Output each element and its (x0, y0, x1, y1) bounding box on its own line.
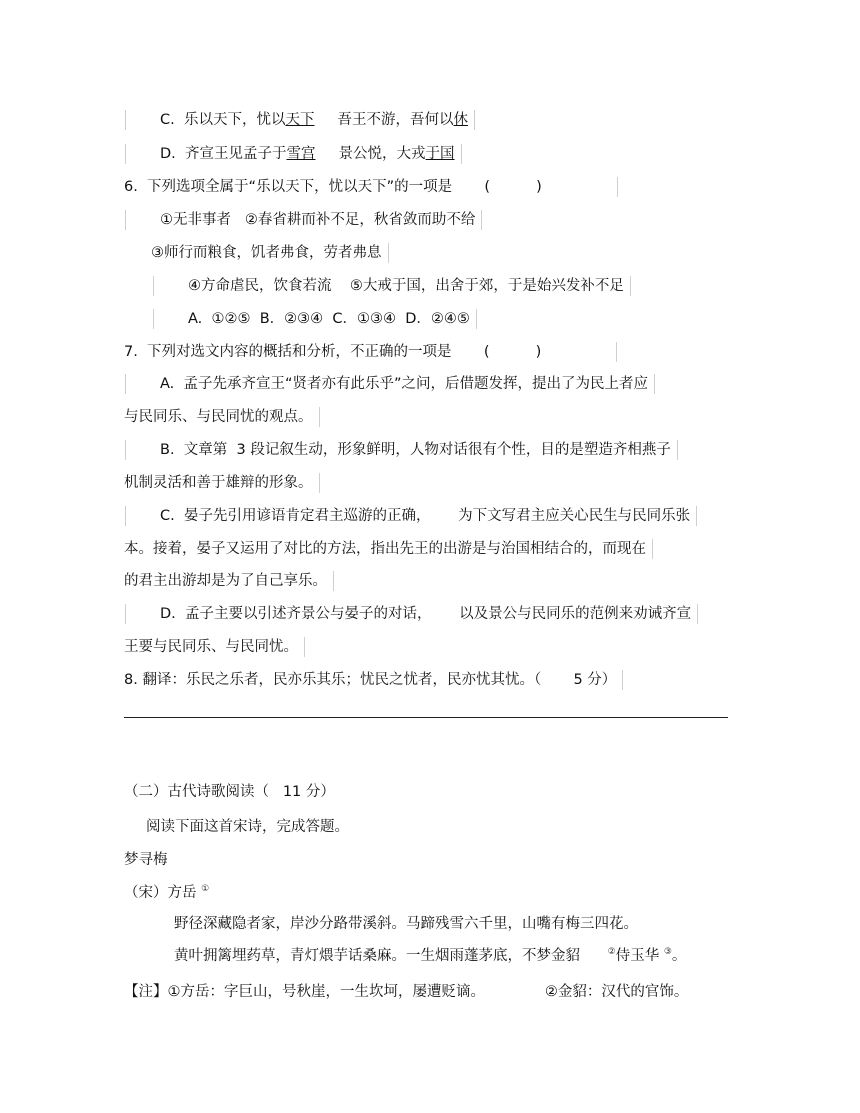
q6-line-1: ①无非事者 ②春省耕而补不足，秋省敛而助不给 (125, 210, 482, 230)
q7-answer-paren: ( ) (483, 344, 542, 360)
q7-option-c-line-3: 的君主出游却是为了自己享乐。 (124, 571, 334, 591)
q7-option-a-line-2: 与民同乐、与民同忧的观点。 (124, 407, 320, 427)
q6-choices: A. ①②⑤ B．②③④ C．①③④ D．②④⑤ (153, 309, 477, 329)
q7-option-b-line-1: B. 文章第 3 段记叙生动，形象鲜明，人物对话很有个性，目的是塑造齐相燕子 (125, 440, 678, 460)
q6-stem-text: 6. 下列选项全属于“乐以天下，忧以天下”的一项是 (124, 179, 453, 195)
poem-author (124, 883, 209, 903)
q5-option-d (125, 144, 462, 164)
q8-answer-line (124, 717, 728, 718)
q6-line-2: ③师行而粮食，饥者弗食，劳者弗息 (151, 243, 389, 263)
q5-option-d-pre: 齐宣王见孟子于 (185, 146, 287, 162)
poem-title: 梦寻梅 (124, 852, 168, 868)
poem-line-1: 野径深藏隐者家，岸沙分路带溪斜。马蹄残雪六千里，山嘴有梅三四花。 (174, 916, 638, 932)
q7-stem (124, 342, 617, 362)
q5-option-c-letter: C. (160, 112, 175, 128)
q6-line-3: ④方命虐民，饮食若流 ⑤大戒于国，出舍于郊，于是始兴发补不足 (153, 276, 631, 296)
q5-option-c-pre: 乐以天下，忧以 (183, 112, 286, 128)
q6-answer-paren: ( ) (484, 179, 542, 195)
q5-option-d-underlined-1: 雪宫 (286, 146, 316, 162)
poem-line-2-mid: 侍玉华 (615, 948, 660, 964)
poem-author-note-mark: ① (201, 884, 210, 895)
q5-option-d-mid: 景公悦，大戎 (338, 146, 426, 162)
q8-prompt: 8. 翻译：乐民之乐者，民亦乐其乐；忧民之忧者，民亦忧其忧。（ 5 分） (124, 670, 623, 690)
q7-option-a-line-1: A. 孟子先承齐宣王“贤者亦有此乐乎”之问，后借题发挥，提出了为民上者应 (125, 374, 655, 394)
q5-option-c-underlined-1: 天下 (285, 112, 315, 128)
q5-option-d-letter: D. (160, 146, 176, 162)
poem-line-2-note-mark-2: ③ (663, 947, 672, 958)
q5-option-c-underlined-2: 休 (453, 112, 468, 128)
q7-option-b-line-2: 机制灵活和善于雄辩的形象。 (124, 473, 320, 493)
poem-author-text: （宋）方岳 (124, 885, 197, 901)
q6-stem (124, 177, 618, 197)
poem-footnote: 【注】①方岳：字巨山，号秋崖，一生坎坷，屡遭贬谪。 ②金貂：汉代的官饰。 (124, 984, 689, 1000)
poem-line-2-text: 黄叶拥篱埋药草，青灯煨芋话桑麻。一生烟雨蓬茅底，不梦金貂 (174, 948, 580, 964)
q7-option-d-line-2: 王要与民同乐、与民同忧。 (124, 637, 305, 657)
section2-instruction: 阅读下面这首宋诗，完成答题。 (146, 819, 349, 835)
q5-option-d-underlined-2: 于国 (425, 146, 455, 162)
q5-option-c (125, 110, 475, 130)
poem-line-2 (174, 946, 686, 966)
q7-option-d-line-1: D. 孟子主要以引述齐景公与晏子的对话， 以及景公与民同乐的范例来劝诫齐宣 (125, 604, 698, 624)
q5-option-c-mid: 吾王不游，吾何以 (337, 112, 454, 128)
poem-line-2-end: 。 (671, 948, 687, 964)
poem-line-2-note-mark-1: ② (607, 947, 616, 958)
section2-heading: （二）古代诗歌阅读（ 11 分） (124, 784, 335, 800)
q7-option-c-line-2: 本。接着，晏子又运用了对比的方法，指出先王的出游是与治国相结合的，而现在 (124, 539, 653, 559)
q7-option-c-line-1: C. 晏子先引用谚语肯定君主巡游的正确， 为下文写君主应关心民生与民同乐张 (125, 506, 697, 526)
q7-stem-text: 7. 下列对选文内容的概括和分析，不正确的一项是 (124, 344, 452, 360)
